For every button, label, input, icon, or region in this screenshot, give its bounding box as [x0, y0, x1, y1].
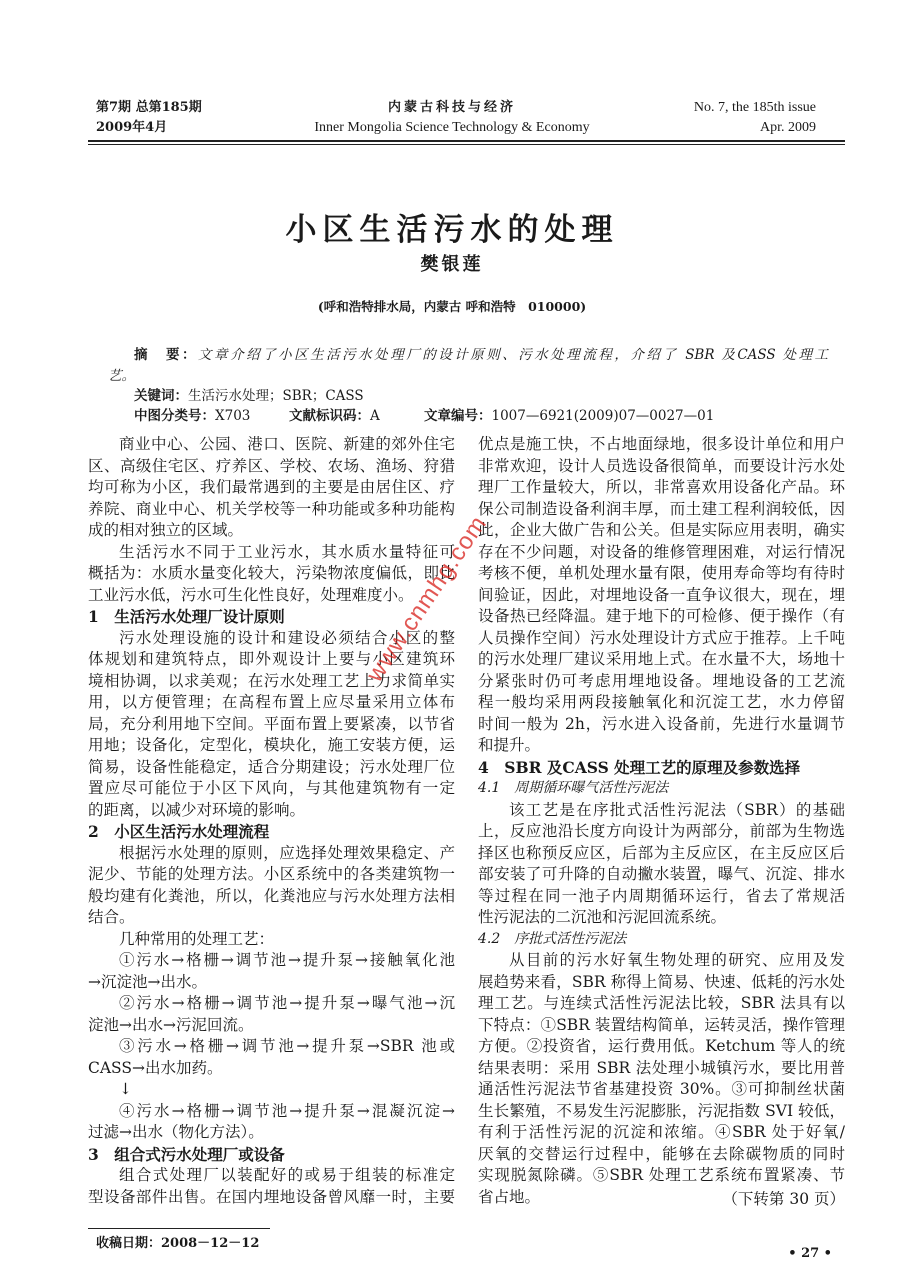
- subsection-heading: 4.2 序批式活性污泥法: [478, 930, 627, 947]
- text-line: ①污水→格栅→调节池→提升泵→接触氧化池: [119, 951, 455, 969]
- continued-note: （下转第 30 页）: [722, 1189, 845, 1208]
- text-line: 生活污水不同于工业污水，其水质水量特征可: [119, 542, 455, 561]
- text-line: 组合式处理厂以装配好的或易于组装的标准定: [119, 1166, 455, 1184]
- text-line: 分紧张时仍可考虑用埋地设备。埋地设备的工艺流: [478, 671, 845, 690]
- keywords: [134, 386, 364, 407]
- text-line: 时间一般为 2h，污水进入设备前，先进行水量调节: [478, 714, 845, 733]
- text-line: 存在不少问题，对设备的维修管理困难，对运行情况: [478, 542, 845, 561]
- text-line: ↓: [119, 1080, 132, 1098]
- text-line: 结合。: [88, 908, 135, 926]
- text-line: 的距离，以减少对环境的影响。: [88, 800, 306, 819]
- text-line: 从目前的污水好氧生物处理的研究、应用及发: [509, 951, 845, 969]
- section-heading: 2 小区生活污水处理流程: [88, 822, 270, 841]
- affiliation: (呼和浩特排水局，内蒙古 呼和浩特 010000): [317, 299, 587, 314]
- text-line: 概括为：水质水量变化较大，污染物浓度偏低，即比: [88, 564, 455, 582]
- text-line: ④污水→格栅→调节池→提升泵→混凝沉淀→: [119, 1101, 455, 1120]
- section-heading: 1 生活污水处理厂设计原则: [88, 607, 285, 626]
- text-line: 均可称为小区，我们最常遇到的主要是由居住区、疗: [88, 478, 455, 496]
- doc-code-label: 文献标识码：: [289, 408, 370, 424]
- text-line: 局，充分利用地下空间。平面布置上要紧凑，以节省: [88, 714, 455, 733]
- text-line: 展趋势来看，SBR 称得上简易、快速、低耗的污水处: [478, 972, 845, 991]
- text-line: 程一般均采用两段接触氧化和沉淀工艺，水力停留: [478, 693, 845, 711]
- text-line: 间验证，因此，对埋地设备一直争议很大，现在，埋: [478, 585, 845, 604]
- text-line: ③污水→格栅→调节池→提升泵→SBR 池或: [119, 1037, 455, 1055]
- text-line: 用地；设备化，定型化，模块化，施工安装方便，运: [88, 736, 455, 754]
- text-line: 理厂工作量较大，所以，非常喜欢用设备化产品。环: [478, 478, 845, 496]
- clc-label: 中图分类号：: [134, 408, 215, 424]
- journal-name-en: Inner Mongolia Science Technology & Economy: [314, 120, 590, 135]
- doc-code-value: A: [370, 408, 380, 424]
- text-line: 下特点：①SBR 装置结构简单，运转灵活，操作管理: [478, 1015, 845, 1034]
- text-line: 和提升。: [478, 736, 541, 754]
- section-heading: 3 组合式污水处理厂或设备: [88, 1144, 285, 1164]
- page-number: • 27 •: [788, 1246, 832, 1261]
- abstract-label: 摘 要：: [134, 347, 199, 363]
- text-line: 有利于活性污泥的沉淀和浓缩。④SBR 处于好氧/: [478, 1123, 845, 1141]
- classification: [134, 406, 734, 427]
- text-line: 泥少、节能的处理方法。小区系统中的各类建筑物一: [88, 865, 455, 883]
- text-line: 型设备部件出售。在国内埋地设备曾风靡一时，主要: [88, 1187, 455, 1206]
- header-rule-thin: [88, 144, 845, 145]
- text-line: 置应尽可能位于小区下风向，与其他建筑物有一定: [88, 779, 455, 797]
- text-line: 用，以方便管理；在高程布置上应尽量采用立体布: [88, 693, 455, 711]
- text-line: →沉淀池→出水。: [88, 972, 207, 991]
- text-line: 几种常用的处理工艺：: [119, 929, 275, 948]
- journal-name-cn: 内蒙古科技与经济: [387, 100, 516, 115]
- issue-number-cn: 第7期 总第185期: [96, 100, 202, 115]
- text-line: 厌氧的交替运行过程中，能够在去除碳物质的同时: [478, 1144, 845, 1163]
- subsection-heading: 4.1 周期循环曝气活性污泥法: [478, 780, 669, 796]
- text-line: 般均建有化粪池，所以，化粪池应与污水处理方法相: [88, 886, 455, 905]
- text-line: 优点是施工快，不占地面绿地，很多设计单位和用户: [478, 435, 845, 453]
- received-date: 收稿日期：2008－12－12: [96, 1236, 260, 1251]
- text-line: 通活性污泥法节省基建投资 30%。③可抑制丝状菌: [478, 1080, 845, 1098]
- text-line: 境相协调，以求美观；在污水处理工艺上力求简单实: [88, 671, 455, 690]
- text-line: 部安装了可升降的自动撇水装置，曝气、沉淀、排水: [478, 865, 845, 883]
- header-rule: [88, 140, 845, 142]
- issue-date-en: Apr. 2009: [760, 120, 816, 135]
- text-line: 考核不便，单机处理水量有限，使用寿命等均有待时: [478, 564, 845, 582]
- text-line: 非常欢迎，设计人员选设备很简单，而要设计污水处: [478, 456, 845, 475]
- article-no-label: 文章编号：: [424, 408, 492, 424]
- clc-value: X703: [215, 408, 251, 424]
- text-line: 的污水处理厂建议采用地上式。在水量不大，场地十: [478, 650, 845, 668]
- text-line: 结果表明：采用 SBR 法处理小城镇污水，要比用普: [478, 1058, 845, 1077]
- text-line: 该工艺是在序批式活性污泥法（SBR）的基础: [509, 800, 845, 819]
- text-line: 实现脱氮除磷。⑤SBR 处理工艺系统布置紧凑、节: [478, 1166, 845, 1184]
- text-line: 养院、商业中心、机关学校等一种功能或多种功能构: [88, 499, 455, 518]
- text-line: 设备热已经降温。建于地下的可检修、便于操作（有: [478, 607, 845, 625]
- abstract: [108, 345, 828, 387]
- text-line: 等过程在同一池子内周期循环运行，省去了常规活: [478, 886, 845, 905]
- text-line: 工业污水低，污水可生化性良好，处理难度小。: [88, 585, 414, 604]
- keywords-text: 生活污水处理；SBR；CASS: [188, 388, 364, 404]
- issue-number-en: No. 7, the 185th issue: [693, 100, 816, 115]
- text-line: 简易，设备性能稳定，适合分期建设；污水处理厂位: [88, 757, 455, 776]
- text-line: 此，企业大做广告和公关。但是实际应用表明，确实: [478, 521, 845, 539]
- author: 樊银莲: [420, 254, 484, 275]
- text-line: 生长繁殖，不易发生污泥膨胀，污泥指数 SVI 较低，: [478, 1101, 845, 1120]
- article-no-value: 1007—6921(2009)07—0027—01: [491, 408, 715, 424]
- text-line: 理工艺。与连续式活性污泥法比较，SBR 法具有以: [478, 994, 845, 1012]
- text-line: CASS→出水加药。: [88, 1058, 223, 1077]
- abstract-text-1: 文章介绍了小区生活污水处理厂的设计原则、污水处理流程，介绍了 SBR 及CASS 处理工: [198, 347, 828, 363]
- text-line: 性污泥法的二沉池和污泥回流系统。: [478, 908, 727, 926]
- abstract-text-2: 艺。: [108, 368, 135, 384]
- text-line: 方便。②投资省，运行费用低。Ketchum 等人的统: [478, 1037, 845, 1055]
- text-line: 成的相对独立的区域。: [88, 521, 244, 539]
- text-line: 根据污水处理的原则，应选择处理效果稳定、产: [119, 843, 455, 862]
- text-line: 上，反应池沿长度方向设计为两部分，前部为生物选: [478, 822, 845, 840]
- text-line: 保公司制造设备利润丰厚，而土建工程利润较低，因: [478, 499, 845, 518]
- issue-info-en: [694, 98, 816, 138]
- text-line: 区、高级住宅区、疗养区、学校、农场、渔场、狩猎: [88, 456, 455, 475]
- text-line: 淀池→出水→污泥回流。: [88, 1015, 254, 1034]
- text-line: 过滤→出水（物化方法）。: [88, 1123, 264, 1141]
- text-line: 省占地。: [478, 1187, 541, 1206]
- text-line: 人员操作空间）污水处理设计方式应于推荐。上千吨: [478, 628, 845, 647]
- keywords-label: 关键词：: [134, 388, 188, 404]
- footnote-rule: [88, 1228, 270, 1229]
- section-heading: 4 SBR 及CASS 处理工艺的原理及参数选择: [478, 757, 801, 777]
- text-line: 商业中心、公园、港口、医院、新建的郊外住宅: [119, 435, 455, 453]
- issue-date-cn: 2009年4月: [96, 120, 168, 135]
- right-column: [478, 434, 845, 1208]
- article-title: 小区生活污水的处理: [285, 212, 619, 248]
- text-line: 污水处理设施的设计和建设必须结合小区的整: [119, 628, 455, 647]
- watermark: www.cnmhg.com: [361, 510, 493, 687]
- text-line: 择区也称预反应区，后部为主反应区，在主反应区后: [478, 843, 845, 862]
- text-line: ②污水→格栅→调节池→提升泵→曝气池→沉: [119, 994, 455, 1012]
- left-column: [88, 434, 455, 1208]
- text-line: 体规划和建筑特点，即外观设计上要与小区建筑环: [88, 650, 455, 668]
